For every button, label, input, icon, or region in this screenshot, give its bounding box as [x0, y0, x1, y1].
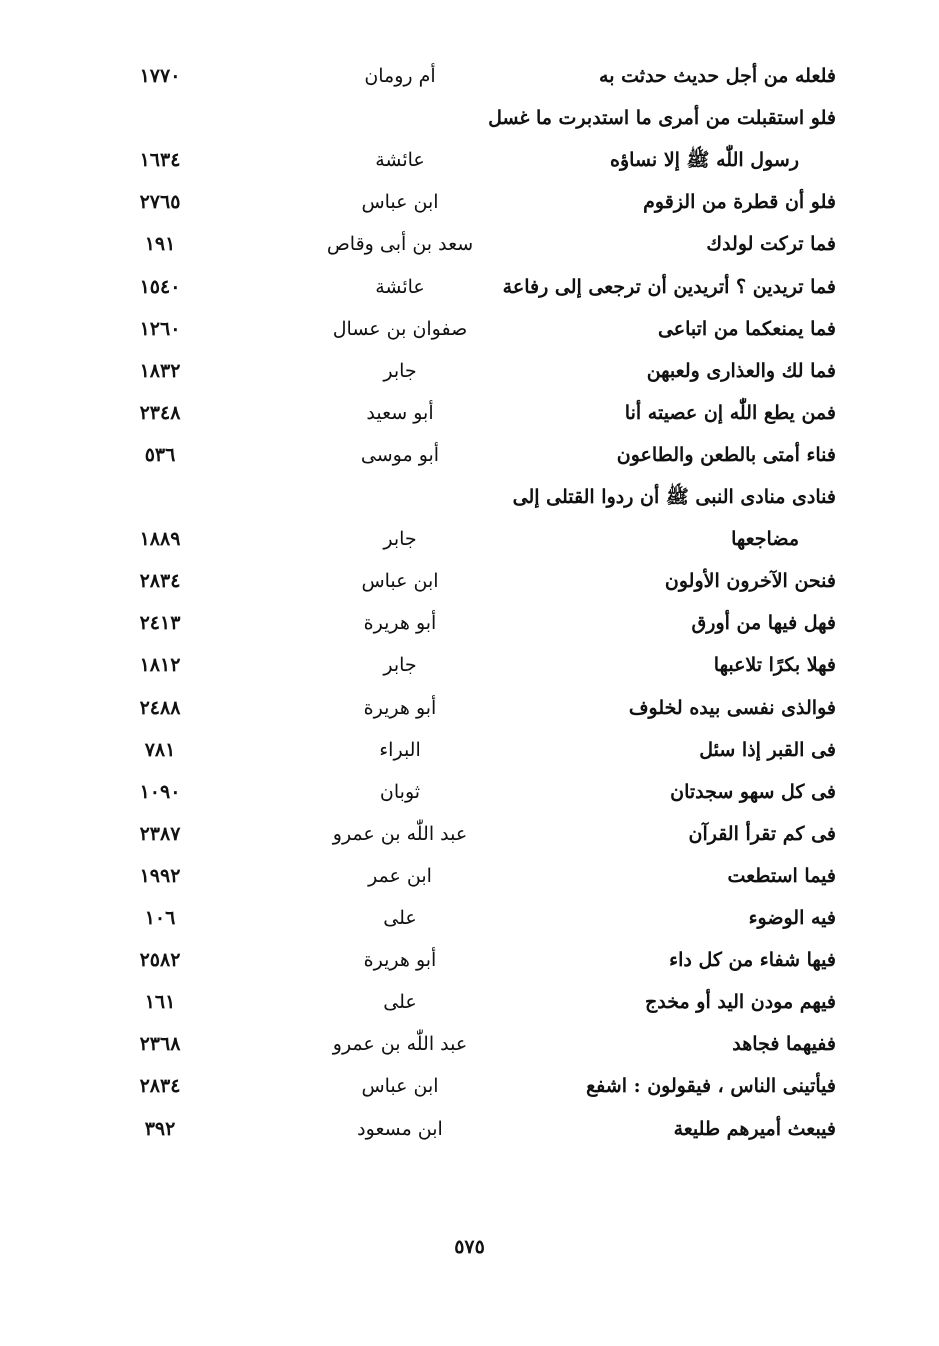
index-row — [0, 730, 939, 770]
hadith-text: فلو استقبلت من أمرى ما استدبرت ما غسل — [488, 107, 836, 130]
hadith-text: فيهم مودن اليد أو مخدج — [645, 991, 836, 1014]
narrator-name: أبو موسى — [360, 443, 440, 466]
hadith-number: ٣٩٢ — [144, 1117, 176, 1140]
index-row — [0, 182, 939, 222]
hadith-text: فهل فيها من أورق — [691, 612, 836, 635]
hadith-text: مضاجعها — [731, 528, 799, 551]
narrator-name: ابن مسعود — [357, 1117, 443, 1140]
narrator-name: ابن عباس — [361, 1075, 439, 1098]
narrator-name: أبو هريرة — [363, 949, 437, 972]
narrator-name: جابر — [383, 359, 417, 382]
hadith-text: فما يمنعكما من اتباعى — [657, 317, 836, 340]
hadith-text: فوالذى نفسى بيده لخلوف — [628, 696, 836, 719]
index-row — [0, 814, 939, 854]
index-row — [0, 1109, 939, 1149]
narrator-name: عبد اللّٰه بن عمرو — [332, 822, 468, 845]
index-row — [0, 267, 939, 307]
narrator-name — [300, 98, 500, 138]
index-row — [0, 519, 939, 559]
hadith-text: فهلا بكرًا تلاعبها — [713, 654, 836, 677]
hadith-number: ١٠٩٠ — [139, 780, 181, 803]
hadith-number: ١٠٦ — [144, 907, 176, 929]
hadith-number: ٢٨٣٤ — [139, 1075, 181, 1098]
narrator-name: أبو هريرة — [363, 612, 437, 635]
narrator-name: أبو هريرة — [363, 696, 437, 719]
hadith-number: ١٨٨٩ — [139, 528, 181, 551]
narrator-name: عائشة — [375, 149, 425, 172]
hadith-text: فى كل سهو سجدتان — [670, 780, 836, 803]
hadith-text: فيأتينى الناس ، فيقولون : اشفع — [586, 1075, 836, 1098]
hadith-text: فيبعث أميرهم طليعة — [673, 1117, 836, 1140]
index-row — [0, 645, 939, 685]
hadith-number: ٢٧٦٥ — [139, 191, 181, 214]
hadith-text: فيه الوضوء — [748, 907, 836, 929]
hadith-text: فلعله من أجل حديث حدثت به — [599, 65, 836, 87]
index-row — [0, 351, 939, 391]
hadith-text: ففيهما فجاهد — [732, 1033, 836, 1056]
index-row — [0, 603, 939, 643]
narrator-name: على — [383, 991, 417, 1014]
narrator-name: ابن عمر — [368, 864, 432, 887]
hadith-number: ٢٣٨٧ — [139, 822, 181, 845]
hadith-number: ٧٨١ — [144, 738, 176, 761]
hadith-number: ٥٣٦ — [144, 443, 176, 466]
hadith-number: ١٨١٢ — [139, 654, 181, 677]
narrator-name: سعد بن أبى وقاص — [326, 233, 474, 256]
narrator-name: عائشة — [375, 275, 425, 298]
hadith-text: فنحن الآخرون الأولون — [664, 570, 836, 593]
hadith-text: فما تريدين ؟ أتريدين أن ترجعى إلى رفاعة — [502, 275, 836, 298]
narrator-name: أبو سعيد — [366, 401, 434, 424]
index-row — [0, 982, 939, 1022]
hadith-number: ٢٥٨٢ — [139, 949, 181, 972]
index-row — [0, 98, 939, 138]
narrator-name: أم رومان — [364, 65, 436, 87]
hadith-text: فما لك والعذارى ولعبهن — [646, 359, 836, 382]
index-row — [0, 940, 939, 980]
hadith-text: فمن يطع اللّٰه إن عصيته أنا — [624, 401, 836, 424]
hadith-text: فنادى منادى النبى ﷺ أن ردوا القتلى إلى — [512, 486, 836, 508]
narrator-name: عبد اللّٰه بن عمرو — [332, 1033, 468, 1056]
hadith-number: ١٧٧٠ — [139, 65, 181, 87]
hadith-number: ٢٤٨٨ — [139, 696, 181, 719]
index-row — [0, 435, 939, 475]
index-row — [0, 477, 939, 517]
index-row — [0, 688, 939, 728]
narrator-name: جابر — [383, 528, 417, 551]
hadith-number: ٢٣٤٨ — [139, 401, 181, 424]
hadith-number: ١٥٤٠ — [139, 275, 181, 298]
hadith-number: ١٨٣٢ — [139, 359, 181, 382]
narrator-name: على — [383, 907, 417, 929]
index-row — [0, 1024, 939, 1064]
hadith-number — [105, 477, 215, 517]
index-row — [0, 772, 939, 812]
hadith-number: ١٦١ — [144, 991, 176, 1014]
index-row — [0, 561, 939, 601]
hadith-number — [105, 98, 215, 138]
hadith-number: ٢٨٣٤ — [139, 570, 181, 593]
hadith-text: فناء أمتى بالطعن والطاعون — [616, 443, 836, 466]
index-row — [0, 140, 939, 180]
narrator-name: ابن عباس — [361, 570, 439, 593]
index-row — [0, 898, 939, 938]
index-row — [0, 224, 939, 264]
hadith-number: ١٢٦٠ — [139, 317, 181, 340]
narrator-name — [300, 477, 500, 517]
hadith-number: ٢٣٦٨ — [139, 1033, 181, 1056]
index-row — [0, 309, 939, 349]
hadith-text: فى القبر إذا سئل — [699, 738, 836, 761]
hadith-number: ١٦٣٤ — [139, 149, 181, 172]
narrator-name: جابر — [383, 654, 417, 677]
hadith-text: فما تركت لولدك — [706, 233, 836, 256]
narrator-name: صفوان بن عسال — [332, 317, 468, 340]
hadith-number: ٢٤١٣ — [139, 612, 181, 635]
hadith-number: ١٩١ — [144, 233, 176, 256]
hadith-text: رسول اللّٰه ﷺ إلا نساؤه — [610, 149, 799, 172]
narrator-name: ثوبان — [379, 780, 421, 803]
hadith-text: فلو أن قطرة من الزقوم — [643, 191, 836, 214]
index-row — [0, 856, 939, 896]
hadith-text: فيها شفاء من كل داء — [669, 949, 836, 972]
index-row — [0, 393, 939, 433]
hadith-text: فى كم تقرأ القرآن — [688, 822, 836, 845]
index-row — [0, 56, 939, 96]
hadith-text: فيما استطعت — [727, 864, 836, 887]
narrator-name: البراء — [379, 738, 421, 761]
narrator-name: ابن عباس — [361, 191, 439, 214]
index-row — [0, 1066, 939, 1106]
page-number: ٥٧٥ — [454, 1236, 485, 1258]
hadith-number: ١٩٩٢ — [139, 864, 181, 887]
